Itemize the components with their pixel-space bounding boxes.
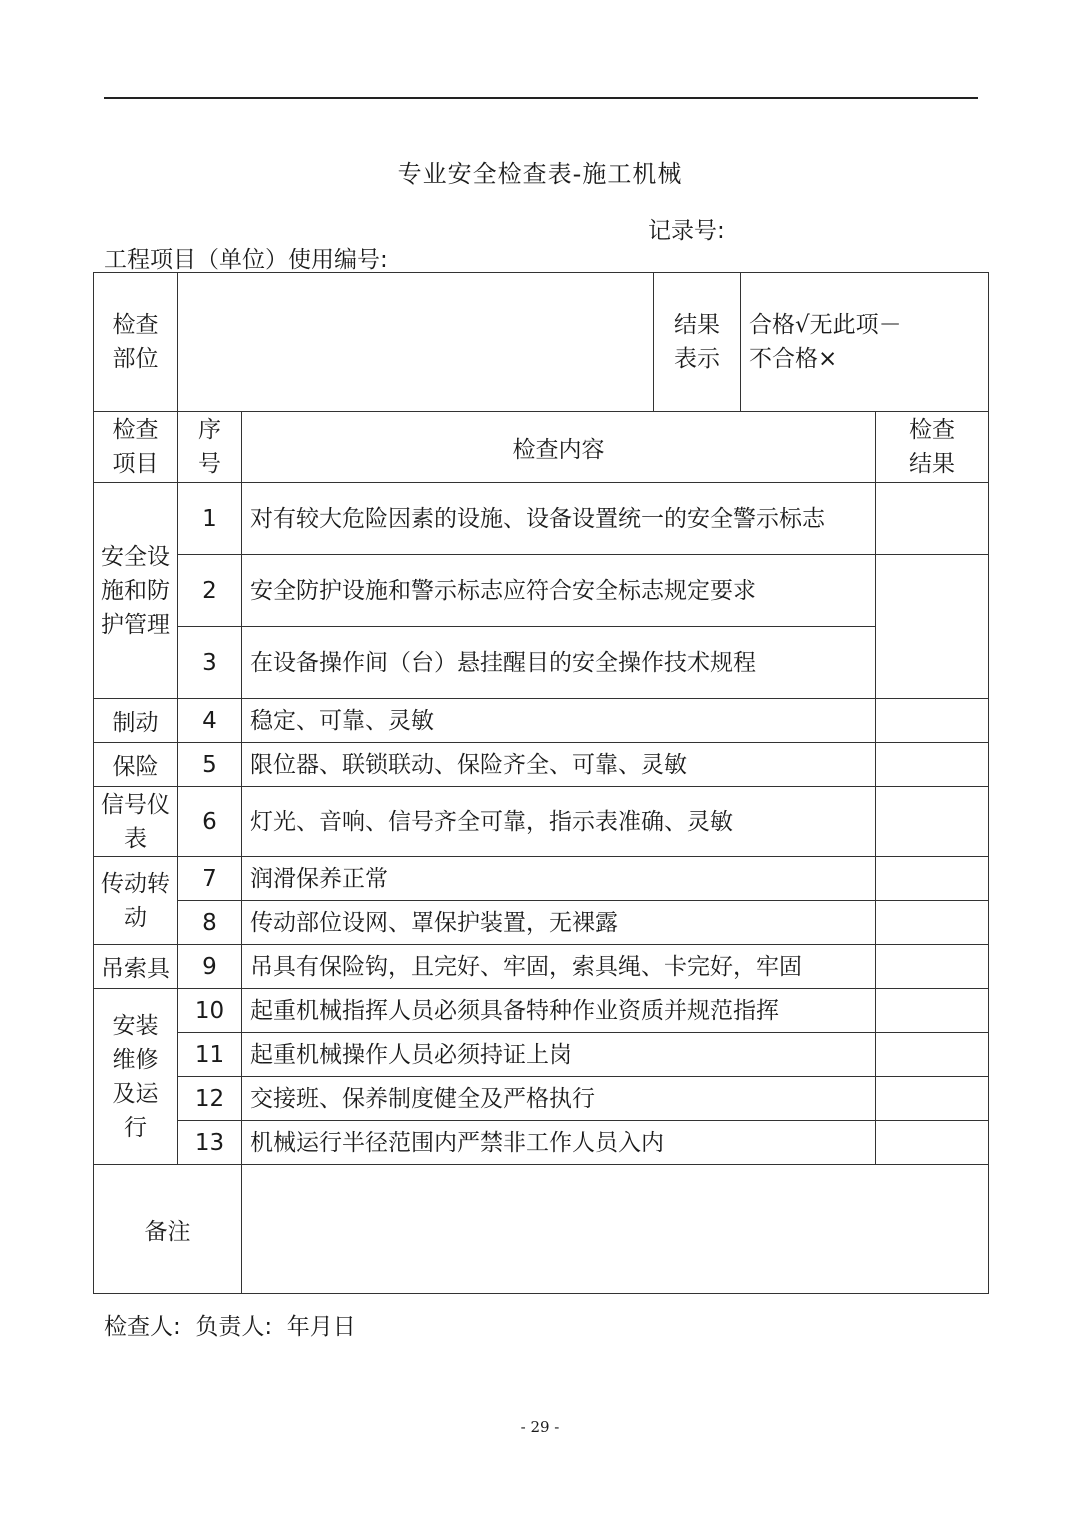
row-seq: 11 bbox=[178, 1033, 242, 1077]
table-row bbox=[94, 1033, 989, 1077]
row-result-field[interactable] bbox=[876, 945, 989, 989]
table-row bbox=[94, 787, 989, 857]
row-seq: 2 bbox=[178, 555, 242, 627]
col-header-seq-cell bbox=[178, 412, 242, 483]
row-seq: 5 bbox=[178, 743, 242, 787]
column-header-row bbox=[94, 412, 989, 483]
row-seq: 13 bbox=[178, 1121, 242, 1165]
table-row bbox=[94, 699, 989, 743]
row-result-field[interactable] bbox=[876, 555, 989, 699]
col-header-seq: 序号 bbox=[198, 417, 221, 477]
table-row bbox=[94, 1121, 989, 1165]
table-row bbox=[94, 989, 989, 1033]
row-content: 限位器、联锁联动、保险齐全、可靠、灵敏 bbox=[242, 743, 876, 787]
col-header-result: 检查结果 bbox=[909, 417, 955, 477]
row-content: 交接班、保养制度健全及严格执行 bbox=[242, 1077, 876, 1121]
row-content: 吊具有保险钩，且完好、牢固，索具绳、卡完好，牢固 bbox=[242, 945, 876, 989]
row-result-field[interactable] bbox=[876, 1077, 989, 1121]
inspect-location-label-cell bbox=[94, 273, 178, 412]
row-content: 灯光、音响、信号齐全可靠，指示表准确、灵敏 bbox=[242, 787, 876, 857]
legend-fail: 不合格× bbox=[749, 346, 838, 372]
row-content: 传动部位设网、罩保护装置，无裸露 bbox=[242, 901, 876, 945]
row-seq: 10 bbox=[178, 989, 242, 1033]
row-seq: 7 bbox=[178, 857, 242, 901]
row-content: 起重机械指挥人员必须具备特种作业资质并规范指挥 bbox=[242, 989, 876, 1033]
category-braking: 制动 bbox=[94, 699, 178, 743]
inspection-table bbox=[93, 272, 989, 1294]
category-transmission-cell bbox=[94, 857, 178, 945]
row-content: 安全防护设施和警示标志应符合安全标志规定要求 bbox=[242, 555, 876, 627]
col-header-item-cell bbox=[94, 412, 178, 483]
col-header-item: 检查项目 bbox=[112, 417, 159, 477]
row-content: 稳定、可靠、灵敏 bbox=[242, 699, 876, 743]
category-install-maintain-cell bbox=[94, 989, 178, 1165]
page-number: - 29 - bbox=[520, 1418, 560, 1436]
table-row bbox=[94, 627, 989, 699]
category-safety-facilities: 安全设施和防护管理 bbox=[101, 543, 170, 638]
result-display-label-cell bbox=[654, 273, 741, 412]
remarks-row bbox=[94, 1165, 989, 1294]
inspect-location-field[interactable] bbox=[178, 273, 654, 412]
remarks-field[interactable] bbox=[242, 1165, 989, 1294]
row-content: 起重机械操作人员必须持证上岗 bbox=[242, 1033, 876, 1077]
category-signal-instruments: 信号仪表 bbox=[101, 791, 170, 852]
row-seq: 3 bbox=[178, 627, 242, 699]
row-seq: 12 bbox=[178, 1077, 242, 1121]
record-number-label: 记录号: bbox=[648, 218, 725, 244]
category-signal-instruments-cell bbox=[94, 787, 178, 857]
row-result-field[interactable] bbox=[876, 483, 989, 555]
row-seq: 6 bbox=[178, 787, 242, 857]
row-result-field[interactable] bbox=[876, 989, 989, 1033]
row-seq: 9 bbox=[178, 945, 242, 989]
row-result-field[interactable] bbox=[876, 699, 989, 743]
row-result-field[interactable] bbox=[876, 1033, 989, 1077]
inspect-location-row bbox=[94, 273, 989, 412]
table-row bbox=[94, 743, 989, 787]
result-display-label: 结果表示 bbox=[674, 312, 720, 372]
row-content: 在设备操作间（台）悬挂醒目的安全操作技术规程 bbox=[242, 627, 876, 699]
header-rule bbox=[104, 97, 978, 99]
row-seq: 4 bbox=[178, 699, 242, 743]
category-install-maintain: 安装维修及运行 bbox=[112, 1012, 159, 1141]
table-row bbox=[94, 555, 989, 627]
project-unit-line: 工程项目（单位）使用编号: bbox=[104, 247, 388, 273]
result-legend bbox=[741, 273, 989, 412]
row-content: 对有较大危险因素的设施、设备设置统一的安全警示标志 bbox=[242, 483, 876, 555]
document-title: 专业安全检查表-施工机械 bbox=[397, 160, 683, 188]
row-result-field[interactable] bbox=[876, 1121, 989, 1165]
row-content: 机械运行半径范围内严禁非工作人员入内 bbox=[242, 1121, 876, 1165]
row-result-field[interactable] bbox=[876, 901, 989, 945]
row-result-field[interactable] bbox=[876, 743, 989, 787]
category-rigging: 吊索具 bbox=[94, 945, 178, 989]
category-safety-facilities-cell bbox=[94, 483, 178, 699]
signature-line: 检查人: 负责人: 年月日 bbox=[104, 1314, 356, 1340]
col-header-result-cell bbox=[876, 412, 989, 483]
row-seq: 8 bbox=[178, 901, 242, 945]
table-row bbox=[94, 945, 989, 989]
remarks-label: 备注 bbox=[94, 1165, 242, 1294]
col-header-content: 检查内容 bbox=[242, 412, 876, 483]
row-result-field[interactable] bbox=[876, 787, 989, 857]
row-seq: 1 bbox=[178, 483, 242, 555]
table-row bbox=[94, 901, 989, 945]
inspect-location-label: 检查部位 bbox=[112, 312, 159, 372]
table-row bbox=[94, 857, 989, 901]
row-result-field[interactable] bbox=[876, 857, 989, 901]
table-row bbox=[94, 483, 989, 555]
row-content: 润滑保养正常 bbox=[242, 857, 876, 901]
table-row bbox=[94, 1077, 989, 1121]
legend-pass: 合格√ bbox=[749, 312, 810, 338]
legend-na: 无此项－ bbox=[809, 312, 902, 338]
category-insurance: 保险 bbox=[94, 743, 178, 787]
category-transmission: 传动转动 bbox=[101, 870, 170, 931]
